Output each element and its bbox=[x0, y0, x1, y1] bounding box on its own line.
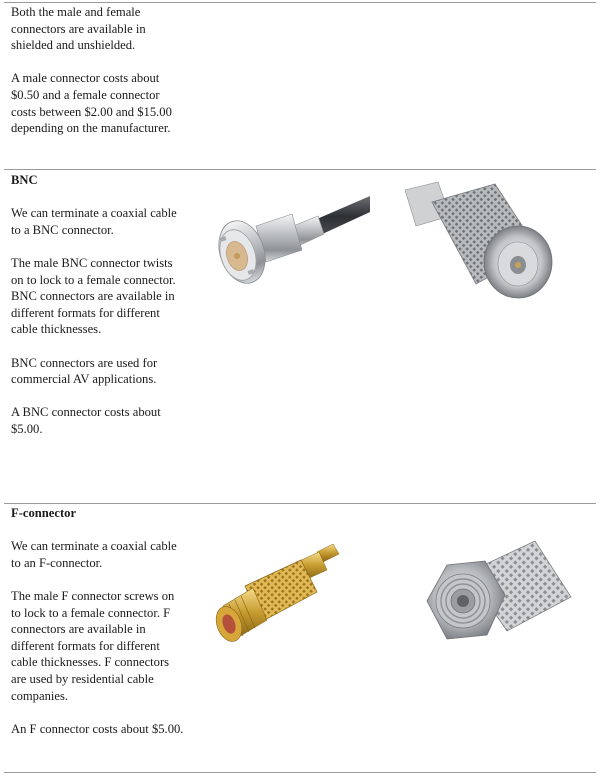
intro-paragraph-2: A male connector costs about $0.50 and a female connector costs between $2.00 and $15.00 depending on the manufacturer. bbox=[11, 71, 172, 136]
bnc-paragraph-1: We can terminate a coaxial cable to a BNC connector. bbox=[11, 206, 177, 237]
f-paragraph-3: An F connector costs about $5.00. bbox=[11, 721, 184, 736]
bnc-text-cell bbox=[11, 172, 186, 438]
bnc-paragraph-4: A BNC connector costs about $5.00. bbox=[11, 405, 161, 436]
intro-text-cell bbox=[11, 4, 186, 137]
intro-paragraph-1: Both the male and female connectors are available in shielded and unshielded. bbox=[11, 5, 146, 53]
top-rule bbox=[4, 2, 596, 3]
f-connector-rule bbox=[4, 503, 596, 504]
bnc-closeup-image bbox=[400, 180, 560, 300]
f-connector-heading: F-connector bbox=[11, 506, 77, 520]
f-paragraph-1: We can terminate a coaxial cable to an F-connector. bbox=[11, 539, 177, 570]
f-connector-silver-image bbox=[405, 535, 575, 685]
bnc-heading: BNC bbox=[11, 173, 38, 187]
bnc-male-connector-image bbox=[190, 182, 370, 317]
bottom-rule bbox=[4, 772, 596, 773]
bnc-paragraph-3: BNC connectors are used for commercial AV applications. bbox=[11, 355, 158, 387]
bnc-paragraph-2: The male BNC connector twists on to lock to a female connector. BNC connectors are available in different formats for different cable thicknesses. bbox=[11, 255, 176, 337]
f-text-cell bbox=[11, 505, 186, 737]
f-connector-gold-adapter-image bbox=[205, 540, 355, 660]
bnc-rule bbox=[4, 169, 596, 170]
f-paragraph-2: The male F connector screws on to lock to a female connector. F connectors are available in different formats for different cable thicknesses. F connectors are used by residential cable companies. bbox=[11, 588, 175, 703]
